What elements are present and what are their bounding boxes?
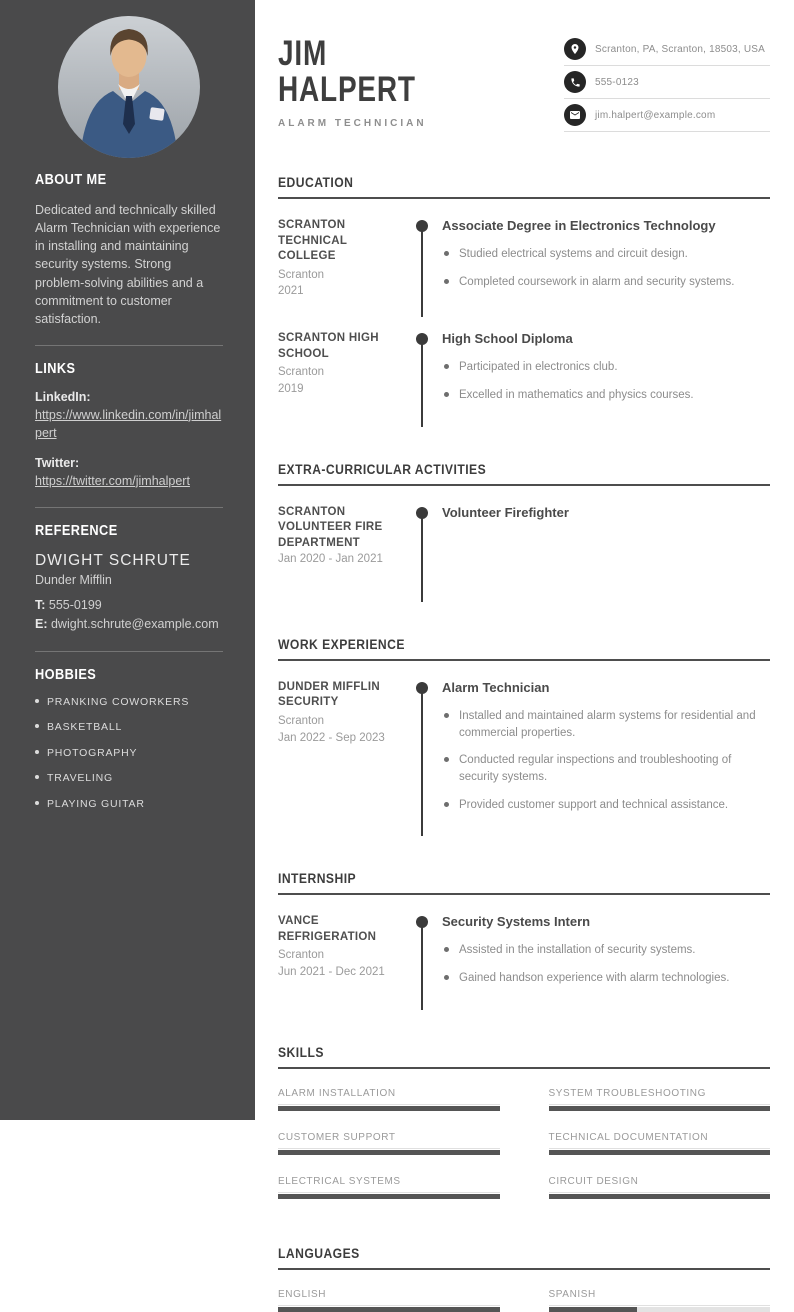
- timeline-marker: [413, 331, 435, 414]
- section-heading: INTERNSHIP: [278, 871, 770, 895]
- bullet-item: Provided customer support and technical assistance.: [442, 797, 770, 814]
- timeline-marker: [413, 505, 435, 590]
- entry-title: Associate Degree in Electronics Technology: [442, 218, 716, 233]
- skill-label: TECHNICAL DOCUMENTATION: [549, 1132, 771, 1149]
- entry-org: SCRANTON TECHNICAL COLLEGE: [278, 219, 347, 263]
- skill-bar-fill: [549, 1106, 771, 1111]
- entry-location: Scranton: [278, 366, 325, 379]
- timeline-line: [421, 923, 423, 1009]
- first-name: JIM: [278, 34, 328, 73]
- entry-detail: [442, 218, 770, 301]
- hobby-label: TRAVELING: [47, 772, 113, 785]
- entry-bullets: [442, 942, 770, 986]
- reference-phone: [35, 596, 223, 615]
- skill-bar-fill: [549, 1150, 771, 1155]
- languages-grid: [278, 1289, 770, 1312]
- job-title: ALARM TECHNICIAN: [278, 117, 427, 129]
- entry-location: Scranton: [278, 268, 325, 281]
- contact-location-text: Scranton, PA, Scranton, 18503, USA: [595, 43, 766, 55]
- last-name: HALPERT: [278, 70, 416, 110]
- entry-org: SCRANTON VOLUNTEER FIRE DEPARTMENT: [278, 505, 383, 549]
- twitter-label: Twitter:: [35, 455, 80, 470]
- skill-bar-fill: [278, 1106, 500, 1111]
- languages-section: [278, 1246, 770, 1312]
- skill-bar-track: [278, 1194, 500, 1199]
- language-item: [549, 1289, 771, 1312]
- education-entry: [278, 218, 770, 301]
- language-label: SPANISH: [549, 1289, 771, 1306]
- entry-detail: [442, 505, 770, 590]
- bullet-icon: [35, 724, 39, 728]
- hobby-item: [35, 798, 223, 810]
- bullet-item: Installed and maintained alarm systems for residential and commercial properties.: [442, 708, 770, 741]
- hobbies-list: [35, 696, 223, 810]
- hobby-item: [35, 747, 223, 759]
- extra-curricular-section: [278, 462, 770, 590]
- entry-meta: [278, 914, 406, 997]
- education-section: [278, 175, 770, 415]
- entry-bullets: [442, 246, 770, 290]
- language-bar-fill: [549, 1307, 638, 1312]
- entry-dates: Jan 2022 - Sep 2023: [278, 731, 385, 744]
- skill-item: [278, 1132, 500, 1155]
- phone-icon: [564, 71, 586, 93]
- contact-phone-text: 555-0123: [595, 76, 639, 88]
- skill-bar-fill: [278, 1194, 500, 1199]
- main-content: [255, 0, 794, 1300]
- bullet-item: Assisted in the installation of security systems.: [442, 942, 770, 959]
- entry-detail: [442, 914, 770, 997]
- about-text: Dedicated and technically skilled Alarm Technician with experience in installing and maintaining security systems. Strong problem-solving abilities and a commitment to customer satisfaction.: [35, 203, 221, 326]
- linkedin-link[interactable]: https://www.linkedin.com/in/jimhalpert: [35, 407, 222, 441]
- reference-section: [35, 523, 223, 634]
- section-heading: EDUCATION: [278, 175, 770, 199]
- bullet-item: Completed coursework in alarm and security systems.: [442, 274, 770, 291]
- timeline-marker: [413, 914, 435, 997]
- skill-label: CUSTOMER SUPPORT: [278, 1132, 500, 1149]
- entry-title: High School Diploma: [442, 331, 573, 347]
- entry-meta: [278, 331, 406, 414]
- sidebar-divider: [35, 651, 223, 652]
- skill-item: [278, 1176, 500, 1199]
- section-heading: EXTRA-CURRICULAR ACTIVITIES: [278, 462, 770, 486]
- activity-entry: [278, 505, 770, 590]
- entry-location: Scranton: [278, 949, 325, 962]
- bullet-item: Studied electrical systems and circuit design.: [442, 246, 770, 263]
- linkedin-label: LinkedIn:: [35, 389, 91, 404]
- contact-email-text: jim.halpert@example.com: [595, 109, 716, 121]
- name-block: [278, 36, 450, 137]
- language-bar-track: [549, 1307, 771, 1312]
- header: [278, 36, 770, 137]
- timeline-line: [421, 689, 423, 836]
- entry-title: Alarm Technician: [442, 679, 550, 695]
- bullet-icon: [35, 801, 39, 805]
- contact-row-email: [564, 104, 770, 132]
- language-bar-track: [278, 1307, 500, 1312]
- timeline-line: [421, 227, 423, 317]
- entry-org: SCRANTON HIGH SCHOOL: [278, 332, 379, 360]
- contact-row-location: [564, 38, 770, 66]
- entry-dates: Jan 2020 - Jan 2021: [278, 553, 383, 566]
- entry-detail: [442, 680, 770, 824]
- sidebar: [0, 0, 255, 1120]
- links-section: [35, 361, 223, 491]
- skills-section: [278, 1045, 770, 1199]
- reference-email-label: E:: [35, 617, 48, 632]
- skill-label: ALARM INSTALLATION: [278, 1088, 500, 1105]
- bullet-item: Excelled in mathematics and physics courses.: [442, 387, 770, 404]
- reference-email: [35, 615, 223, 634]
- about-heading: ABOUT ME: [35, 172, 107, 188]
- hobby-item: [35, 721, 223, 733]
- hobbies-heading: HOBBIES: [35, 666, 97, 683]
- entry-dates: 2021: [278, 285, 304, 298]
- skill-item: [549, 1176, 771, 1199]
- entry-meta: [278, 218, 406, 301]
- skill-label: ELECTRICAL SYSTEMS: [278, 1176, 500, 1193]
- contact-block: [564, 38, 770, 137]
- bullet-item: Participated in electronics club.: [442, 359, 770, 376]
- language-item: [278, 1289, 500, 1312]
- skill-bar-fill: [278, 1150, 500, 1155]
- timeline-marker: [413, 218, 435, 301]
- reference-phone-label: T:: [35, 598, 46, 613]
- entry-dates: 2019: [278, 383, 304, 396]
- twitter-link[interactable]: https://twitter.com/jimhalpert: [35, 473, 190, 488]
- hobby-item: [35, 696, 223, 708]
- bullet-item: Conducted regular inspections and troubleshooting of security systems.: [442, 752, 770, 785]
- entry-detail: [442, 331, 770, 414]
- bullet-icon: [35, 750, 39, 754]
- education-entry: [278, 331, 770, 414]
- skill-item: [549, 1132, 771, 1155]
- skill-label: SYSTEM TROUBLESHOOTING: [549, 1088, 771, 1105]
- entry-meta: [278, 680, 406, 824]
- hobby-label: PLAYING GUITAR: [47, 797, 145, 810]
- timeline-marker: [413, 680, 435, 824]
- entry-bullets: [442, 359, 770, 403]
- twitter-link-item: [35, 456, 223, 491]
- hobby-label: PHOTOGRAPHY: [47, 746, 138, 759]
- timeline-line: [421, 514, 423, 602]
- profile-photo-illustration: [58, 16, 200, 158]
- hobby-label: PRANKING COWORKERS: [47, 695, 190, 708]
- bullet-icon: [35, 699, 39, 703]
- reference-name: DWIGHT SCHRUTE: [35, 552, 191, 570]
- timeline-line: [421, 340, 423, 426]
- skill-label: CIRCUIT DESIGN: [549, 1176, 771, 1193]
- links-heading: LINKS: [35, 360, 76, 377]
- sidebar-divider: [35, 345, 223, 346]
- skill-bar-track: [549, 1106, 771, 1111]
- hobbies-section: [35, 667, 223, 810]
- section-heading: SKILLS: [278, 1045, 770, 1069]
- skills-grid: [278, 1088, 770, 1199]
- skill-bar-track: [278, 1106, 500, 1111]
- skill-bar-track: [278, 1150, 500, 1155]
- language-bar-fill: [278, 1307, 500, 1312]
- email-icon: [564, 104, 586, 126]
- entry-bullets: [442, 708, 770, 813]
- entry-meta: [278, 505, 406, 590]
- reference-email-value: dwight.schrute@example.com: [50, 617, 219, 632]
- skill-bar-track: [549, 1150, 771, 1155]
- skill-bar-fill: [549, 1194, 771, 1199]
- contact-row-phone: [564, 71, 770, 99]
- sidebar-divider: [35, 507, 223, 508]
- internship-section: [278, 871, 770, 997]
- page-title: [278, 36, 416, 109]
- bullet-icon: [35, 775, 39, 779]
- work-entry: [278, 680, 770, 824]
- profile-photo: [58, 16, 200, 158]
- language-label: ENGLISH: [278, 1289, 500, 1306]
- about-section: [35, 172, 223, 328]
- skill-bar-track: [549, 1194, 771, 1199]
- entry-title: Security Systems Intern: [442, 914, 591, 930]
- location-icon: [564, 38, 586, 60]
- internship-entry: [278, 914, 770, 997]
- entry-location: Scranton: [278, 714, 325, 727]
- entry-dates: Jun 2021 - Dec 2021: [278, 965, 385, 978]
- reference-company: Dunder Mifflin: [35, 573, 112, 588]
- section-heading: WORK EXPERIENCE: [278, 637, 770, 661]
- entry-org: VANCE REFRIGERATION: [278, 915, 377, 943]
- work-experience-section: [278, 637, 770, 824]
- linkedin-link-item: [35, 390, 223, 443]
- section-heading: LANGUAGES: [278, 1246, 770, 1270]
- entry-title: Volunteer Firefighter: [442, 504, 569, 520]
- hobby-item: [35, 772, 223, 784]
- reference-phone-value: 555-0199: [48, 598, 102, 613]
- entry-org: DUNDER MIFFLIN SECURITY: [278, 680, 380, 709]
- skill-item: [278, 1088, 500, 1111]
- reference-heading: REFERENCE: [35, 523, 118, 540]
- hobby-label: BASKETBALL: [47, 721, 123, 734]
- skill-item: [549, 1088, 771, 1111]
- bullet-item: Gained handson experience with alarm technologies.: [442, 970, 770, 987]
